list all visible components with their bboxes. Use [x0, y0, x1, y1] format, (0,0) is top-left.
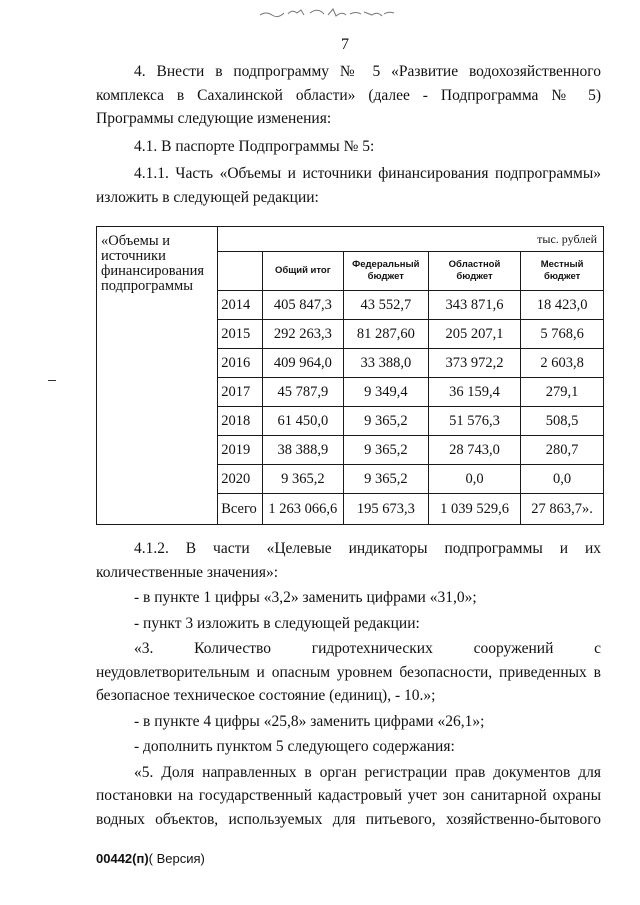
table-cell-federal: 9 365,2 — [343, 436, 428, 465]
table-cell-regional: 36 159,4 — [428, 378, 520, 407]
paragraph-point-3-text: «3. Количество гидротехнических сооружений с неудовлетворительным и опасным уровнем безопасности, приведенных в безопасное техническое состояние (единиц), - 10.»; — [96, 640, 601, 704]
table-cell-federal: 9 349,4 — [343, 378, 428, 407]
table-cell-total: 38 388,9 — [262, 436, 343, 465]
table-cell-local: 2 603,8 — [521, 349, 604, 378]
table-header-total: Общий итог — [262, 252, 343, 291]
table-cell-year: 2014 — [218, 291, 263, 320]
page-number: 7 — [341, 36, 349, 53]
table-cell-total: 292 263,3 — [262, 320, 343, 349]
table-header-local: Местный бюджет — [521, 252, 604, 291]
table-unit: тыс. рублей — [218, 227, 604, 252]
table-cell-regional: 343 871,6 — [428, 291, 520, 320]
table-cell-local: 0,0 — [521, 465, 604, 494]
table-cell-total: 409 964,0 — [262, 349, 343, 378]
table-cell-local: 279,1 — [521, 378, 604, 407]
table-cell-federal: 33 388,0 — [343, 349, 428, 378]
table-cell-total: 45 787,9 — [262, 378, 343, 407]
financing-table — [96, 226, 604, 525]
table-cell-total: 9 365,2 — [262, 465, 343, 494]
paragraph-point-5-add: - дополнить пунктом 5 следующего содержания: — [134, 738, 455, 755]
table-label-cell: «Объемы и источники финансирования подпрограммы — [97, 227, 218, 525]
table-cell-regional: 51 576,3 — [428, 407, 520, 436]
table-cell-total: 1 263 066,6 — [262, 494, 343, 525]
table-cell-federal: 81 287,60 — [343, 320, 428, 349]
scan-artifact-mark — [258, 6, 398, 20]
table-cell-federal: 9 365,2 — [343, 407, 428, 436]
table-cell-regional: 0,0 — [428, 465, 520, 494]
intro-block — [96, 60, 601, 209]
table-cell-year: 2018 — [218, 407, 263, 436]
document-code — [96, 851, 205, 866]
table-cell-total: 405 847,3 — [262, 291, 343, 320]
table-cell-local: 508,5 — [521, 407, 604, 436]
paragraph-item-4-1-1: 4.1.1. Часть «Объемы и источники финансирования подпрограммы» изложить в следующей редакции: — [96, 165, 601, 206]
table-cell-year: 2020 — [218, 465, 263, 494]
table-cell-federal: 195 673,3 — [343, 494, 428, 525]
paragraph-point-5-text: «5. Доля направленных в орган регистрации прав документов для постановки на государственный кадастровый учет зон санитарной охраны водных объектов, используемых для питьевого, хозяйственно-бытового — [96, 763, 601, 828]
table-header-federal: Федеральный бюджет — [343, 252, 428, 291]
table-cell-local: 27 863,7». — [521, 494, 604, 525]
section-2-block — [96, 537, 601, 831]
table-cell-year: 2019 — [218, 436, 263, 465]
table-cell-year: 2015 — [218, 320, 263, 349]
paragraph-point-3: - пункт 3 изложить в следующей редакции: — [134, 614, 420, 632]
table-cell-year: 2017 — [218, 378, 263, 407]
table-cell-year: Всего — [218, 494, 263, 525]
paragraph-item-4: 4. Внести в подпрограмму № 5 «Развитие водохозяйственного комплекса в Сахалинской области» (далее - Подпрограмма № 5) Программы следующие изменения: — [96, 63, 601, 127]
table-unit-row — [97, 227, 604, 252]
document-code-number: 00442(п) — [96, 851, 149, 866]
table-header-regional: Областной бюджет — [428, 252, 520, 291]
margin-mark — [48, 380, 56, 381]
table-cell-federal: 9 365,2 — [343, 465, 428, 494]
paragraph-item-4-1: 4.1. В паспорте Подпрограммы № 5: — [134, 137, 375, 155]
table-cell-total: 61 450,0 — [262, 407, 343, 436]
table-cell-regional: 373 972,2 — [428, 349, 520, 378]
table-header-empty — [218, 252, 263, 291]
paragraph-point-4: - в пункте 4 цифры «25,8» заменить цифрами «26,1»; — [134, 712, 485, 730]
table-cell-local: 18 423,0 — [521, 291, 604, 320]
document-version: ( Версия) — [148, 851, 205, 866]
table-cell-year: 2016 — [218, 349, 263, 378]
table-cell-local: 280,7 — [521, 436, 604, 465]
paragraph-point-1: - в пункте 1 цифры «3,2» заменить цифрами «31,0»; — [134, 589, 477, 606]
table-cell-regional: 28 743,0 — [428, 436, 520, 465]
table-cell-local: 5 768,6 — [521, 320, 604, 349]
table-cell-federal: 43 552,7 — [343, 291, 428, 320]
table-cell-regional: 205 207,1 — [428, 320, 520, 349]
table-cell-regional: 1 039 529,6 — [428, 494, 520, 525]
paragraph-item-4-1-2: 4.1.2. В части «Целевые индикаторы подпрограммы и их количественные значения»: — [96, 540, 601, 581]
